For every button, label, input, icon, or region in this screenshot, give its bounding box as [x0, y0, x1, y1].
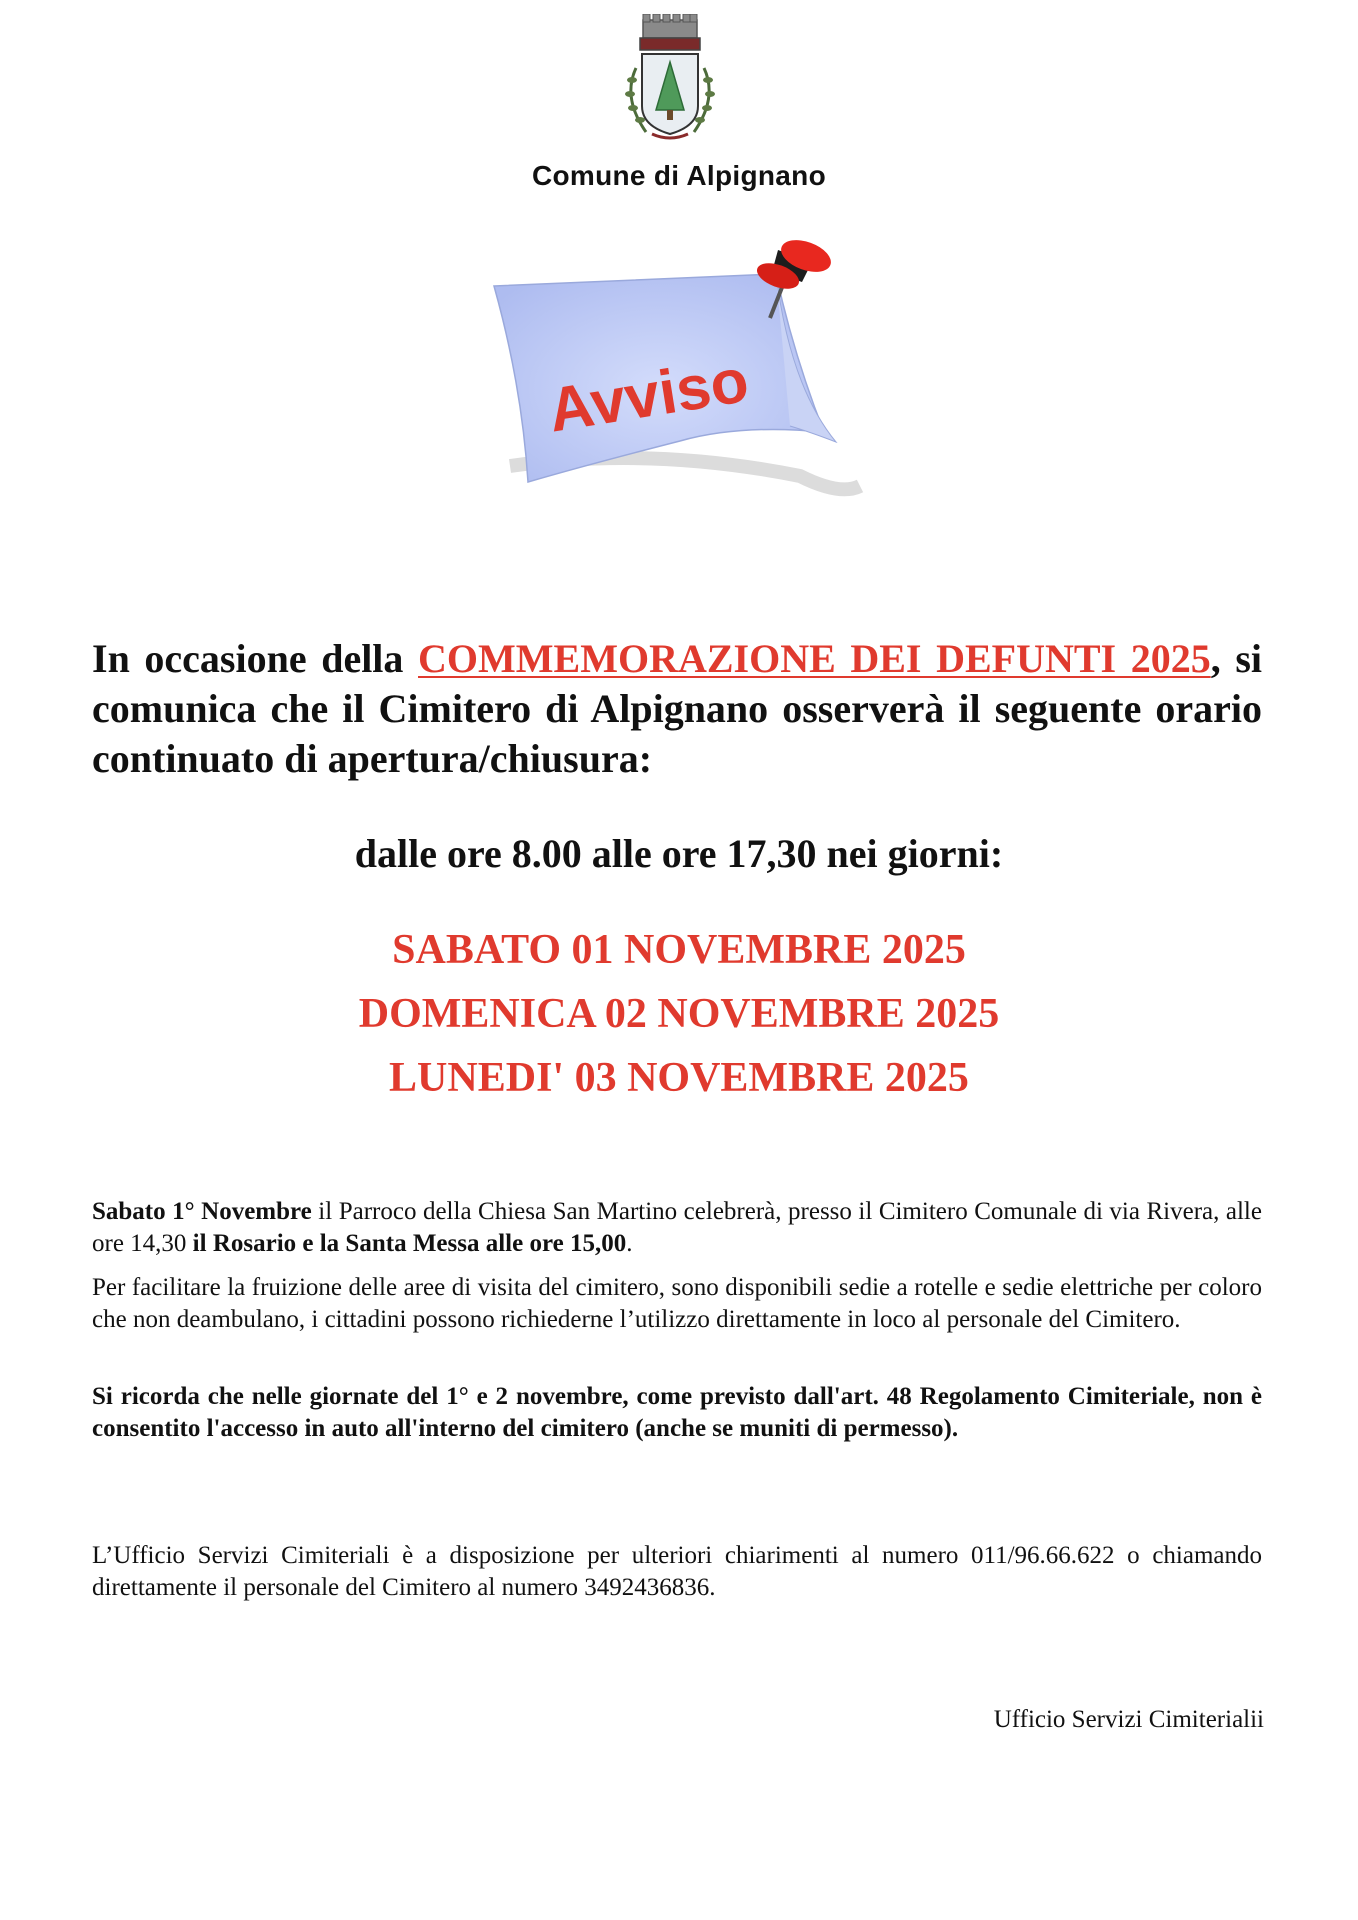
signature: Ufficio Servizi Cimiterialii [993, 1706, 1264, 1733]
avviso-label: Avviso [543, 345, 754, 446]
opening-hours: dalle ore 8.00 alle ore 17,30 nei giorni: [354, 831, 1004, 876]
avviso-note-graphic [490, 236, 890, 516]
mass-date: Sabato 1° Novembre [92, 1198, 312, 1225]
car-access-paragraph: Si ricorda che nelle giornate del 1° e 2 novembre, come previsto dall'art. 48 Regolamento Cimiteriale, non è consentito l'accesso in auto all'interno del cimitero (anche se muniti di permesso). [92, 1383, 1262, 1442]
day-item: SABATO 01 NOVEMBRE 2025 [392, 927, 966, 973]
commemoration-highlight: COMMEMORAZIONE DEI DEFUNTI 2025 [418, 636, 1211, 681]
mass-time: il Rosario e la Santa Messa alle ore 15,00 [192, 1230, 627, 1257]
contact-paragraph: L’Ufficio Servizi Cimiteriali è a disposizione per ulteriori chiarimenti al numero 011/96.66.622 o chiamando direttamente il personale del Cimitero al numero 3492436836. [92, 1542, 1262, 1601]
days-list [0, 918, 1358, 1110]
mass-text: il Parroco della Chiesa San Martino celebrerà, presso il Cimitero Comunale di via Rivera, alle ore 14,30 [92, 1198, 1262, 1257]
intro-before: In occasione della [92, 636, 419, 681]
day-item: LUNEDI' 03 NOVEMBRE 2025 [389, 1055, 969, 1101]
intro-after: , si comunica che il Cimitero di Alpignano osserverà il seguente orario continuato di apertura/chiusura: [92, 636, 1262, 781]
day-item: DOMENICA 02 NOVEMBRE 2025 [358, 991, 1000, 1037]
wheelchair-paragraph: Per facilitare la fruizione delle aree di visita del cimitero, sono disponibili sedie a rotelle e sedie elettriche per coloro che non deambulano, i cittadini possono richiederne l’utilizzo direttamente in loco al personale del Cimitero. [92, 1274, 1262, 1333]
mass-paragraph [92, 1196, 1262, 1260]
intro-paragraph [92, 634, 1262, 784]
mass-end: . [626, 1230, 633, 1257]
municipality-name: Comune di Alpignano [532, 160, 826, 191]
municipal-crest-icon [600, 14, 740, 146]
